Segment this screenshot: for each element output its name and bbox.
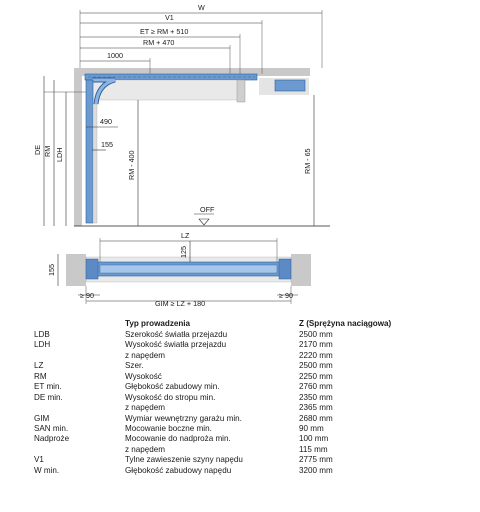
row-value: 90 mm xyxy=(299,423,324,433)
spec-row xyxy=(34,351,474,361)
row-value: 2170 mm xyxy=(299,340,333,350)
operator-motor xyxy=(275,80,305,91)
dim-ldh: LDH xyxy=(55,147,64,162)
row-value: 2680 mm xyxy=(299,413,333,423)
row-value: 2500 mm xyxy=(299,330,333,339)
row-desc: z napędem xyxy=(125,444,166,454)
left-wall xyxy=(66,254,86,286)
off-marker-icon xyxy=(199,219,209,225)
spec-row xyxy=(34,361,474,371)
spec-row xyxy=(34,382,474,392)
spec-row xyxy=(34,372,474,382)
spec-row xyxy=(34,424,474,434)
right-wall xyxy=(291,254,311,286)
dim-et: ET ≥ RM + 510 xyxy=(140,27,189,36)
dim-rm: RM xyxy=(43,145,52,157)
row-desc: Szerokość światła przejazdu xyxy=(125,330,228,339)
row-code: V1 xyxy=(34,455,44,465)
row-desc: Tylne zawieszenie szyny napędu xyxy=(125,455,243,465)
door-panel-top xyxy=(92,80,242,100)
spec-header xyxy=(34,319,474,330)
row-value: 2500 mm xyxy=(299,361,333,371)
row-value: 2350 mm xyxy=(299,392,333,402)
row-desc: z napędem xyxy=(125,350,166,360)
row-desc: Wysokość xyxy=(125,371,162,381)
row-desc: Głębokość zabudowy napędu xyxy=(125,465,232,475)
dim-rm-plus-470: RM + 470 xyxy=(143,38,175,47)
row-desc: Mocowanie do nadproża min. xyxy=(125,434,231,444)
dim-490: 490 xyxy=(100,117,112,126)
row-desc: Szer. xyxy=(125,361,144,371)
spec-table xyxy=(34,319,474,476)
row-code: W min. xyxy=(34,465,60,475)
spec-row xyxy=(34,393,474,403)
dim-ge90-right: ≥ 90 xyxy=(279,291,293,300)
header-col-value: Z (Sprężyna naciągowa) xyxy=(299,319,392,328)
dim-155: 155 xyxy=(101,140,113,149)
side-view xyxy=(33,3,330,226)
row-value: 2775 mm xyxy=(299,455,333,465)
spec-row xyxy=(34,330,474,340)
row-code: DE min. xyxy=(34,392,63,402)
row-value: 2220 mm xyxy=(299,350,333,360)
dim-gim: GIM ≥ LZ + 180 xyxy=(155,299,206,308)
row-value: 2365 mm xyxy=(299,403,333,413)
spec-row xyxy=(34,455,474,465)
row-code: GIM xyxy=(34,413,50,423)
dim-v1: V1 xyxy=(165,13,174,22)
dim-ge90-left: ≥ 90 xyxy=(80,291,94,300)
dim-125: 125 xyxy=(179,246,188,258)
label-off: OFF xyxy=(200,205,215,214)
row-code: ET min. xyxy=(34,382,62,392)
dim-1000: 1000 xyxy=(107,51,123,60)
row-desc: Wysokość do stropu min. xyxy=(125,392,216,402)
spec-row xyxy=(34,434,474,444)
row-code: LZ xyxy=(34,361,44,371)
row-code: SAN min. xyxy=(34,423,69,433)
row-desc: Mocowanie boczne min. xyxy=(125,423,212,433)
dim-rm-400: RM - 400 xyxy=(127,150,136,180)
dim-de: DE xyxy=(33,145,42,155)
row-code: Nadproże xyxy=(34,434,70,444)
row-code: LDH xyxy=(34,340,51,350)
row-desc: Wysokość światła przejazdu xyxy=(125,340,227,350)
row-value: 3200 mm xyxy=(299,465,333,475)
row-value: 115 mm xyxy=(299,444,328,454)
spec-row xyxy=(34,403,474,413)
spec-row xyxy=(34,466,474,476)
row-value: 2250 mm xyxy=(299,371,333,381)
row-code: LDB xyxy=(34,330,50,339)
lintel-wall xyxy=(74,76,82,226)
row-value: 2760 mm xyxy=(299,382,333,392)
row-value: 100 mm xyxy=(299,434,329,444)
top-view xyxy=(47,231,311,308)
row-desc: Wymiar wewnętrzny garażu min. xyxy=(125,413,242,423)
spec-row xyxy=(34,445,474,455)
dim-rm-65: RM - 65 xyxy=(303,148,312,174)
dim-lz: LZ xyxy=(181,231,190,240)
rear-hanger xyxy=(237,80,245,102)
row-desc: Głębokość zabudowy min. xyxy=(125,382,220,392)
spec-row xyxy=(34,340,474,350)
dim-w: W xyxy=(198,3,205,12)
vertical-track xyxy=(86,80,93,223)
row-code: RM xyxy=(34,371,47,381)
dim-155-depth: 155 xyxy=(47,264,56,276)
spec-row xyxy=(34,414,474,424)
header-col-type: Typ prowadzenia xyxy=(125,319,191,328)
row-desc: z napędem xyxy=(125,403,166,413)
door-leaf xyxy=(93,104,97,223)
